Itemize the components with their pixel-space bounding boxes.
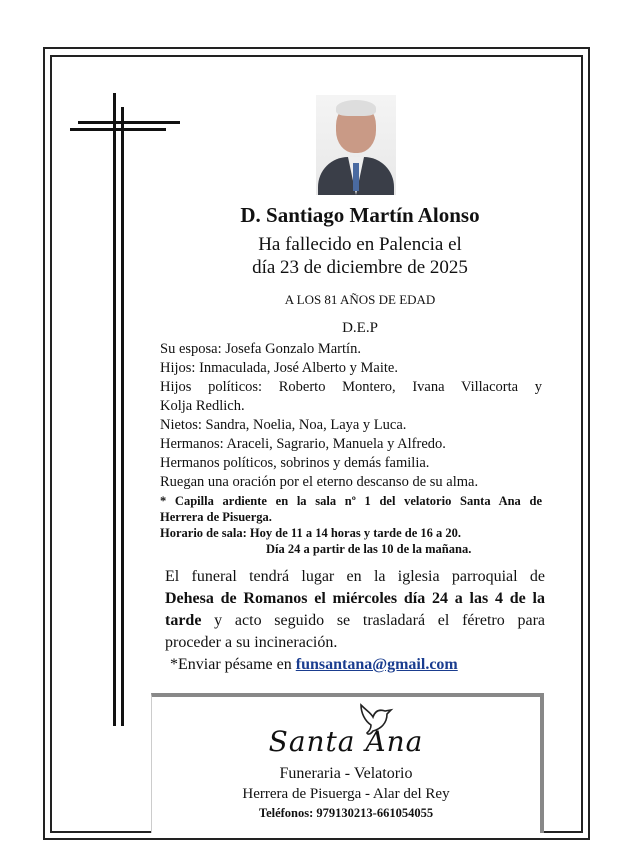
funeral-home-brand: Santa Ana [268,725,424,758]
funeral-line3-bold: tarde [165,612,202,629]
funeral-line4: proceder a su incineración. [165,634,338,651]
age: A LOS 81 AÑOS DE EDAD [284,292,436,307]
death-date: día 23 de diciembre de 2025 [252,257,468,278]
funeral-home-box [151,693,544,833]
condolence-line [170,654,550,676]
funeral-home-type: Funeraria - Velatorio [279,765,413,782]
funeral-home-phones: Teléfonos: 979130213-661054055 [258,806,434,820]
family-siblings: Hermanos: Araceli, Sagrario, Manuela y Alfredo. [160,436,446,452]
family-others: Hermanos políticos, sobrinos y demás familia. [160,455,430,471]
funeral-line1: El funeral tendrá lugar en la iglesia parroquial de [165,568,545,585]
funeral-home-locations: Herrera de Pisuerga - Alar del Rey [242,786,450,802]
deceased-name: D. Santiago Martín Alonso [240,203,480,227]
room-hours-day24: Día 24 a partir de las 10 de la mañana. [266,542,472,556]
prayer-request: Ruegan una oración por el eterno descanso de su alma. [160,474,479,490]
email-link[interactable]: funsantana@gmail.com [295,656,458,673]
family-grandchildren: Nietos: Sandra, Noelia, Noa, Laya y Luca. [160,417,407,433]
funeral-line2: Dehesa de Romanos el miércoles día 24 a las 4 de la [165,590,545,607]
family-spouse: Su esposa: Josefa Gonzalo Martín. [160,341,361,357]
chapel-info-cont: Herrera de Pisuerga. [160,510,272,524]
portrait-photo [316,95,396,195]
room-hours: Horario de sala: Hoy de 11 a 14 horas y tarde de 16 a 20. [160,526,462,540]
death-place: Ha fallecido en Palencia el [258,234,462,255]
condolence-prefix: *Enviar pésame en [170,656,296,673]
family-children: Hijos: Inmaculada, José Alberto y Maite. [160,360,398,376]
dep-heading: D.E.P [342,320,378,336]
funeral-line3 [165,610,545,632]
family-in-laws: Hijos políticos: Roberto Montero, Ivana Villacorta y [160,379,542,395]
chapel-info: * Capilla ardiente en la sala nº 1 del velatorio Santa Ana de [160,494,542,508]
funeral-line3-rest: y acto seguido se trasladará el féretro para [201,612,545,629]
family-in-laws-cont: Kolja Redlich. [160,398,245,414]
